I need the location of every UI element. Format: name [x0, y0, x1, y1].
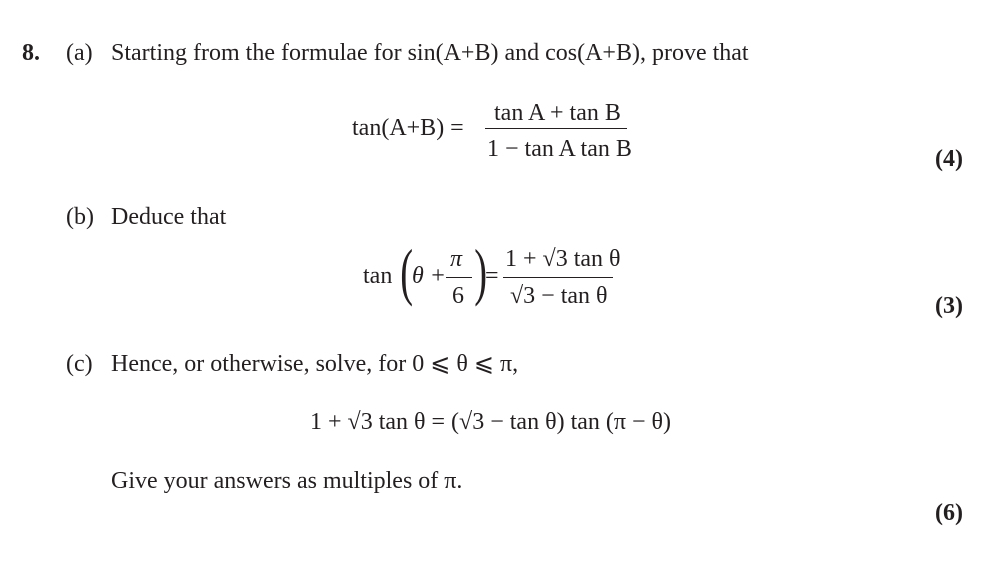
right-paren: ) [474, 236, 488, 307]
part-b-equals: = [485, 263, 499, 289]
part-b-tan: tan [363, 263, 393, 289]
fraction-bar [503, 277, 613, 278]
question-number: 8. [22, 40, 40, 66]
part-b-pi: π [450, 246, 463, 272]
part-b-denominator: √3 − tan θ [510, 283, 608, 309]
part-b-marks: (3) [935, 293, 963, 319]
part-c-instruction: Give your answers as multiples of π. [111, 468, 463, 494]
fraction-bar [446, 277, 472, 278]
part-a-lhs: tan(A+B) = [352, 115, 464, 141]
part-b-six: 6 [452, 283, 464, 309]
part-c-text: Hence, or otherwise, solve, for 0 ⩽ θ ⩽ π, [111, 351, 519, 377]
left-paren: ( [400, 236, 414, 307]
part-a-marks: (4) [935, 146, 963, 172]
part-b-theta: θ + [412, 263, 446, 289]
part-b-text: Deduce that [111, 204, 227, 230]
part-c-label: (c) [66, 351, 93, 377]
fraction-bar [485, 128, 627, 129]
part-b-label: (b) [66, 204, 94, 230]
part-b-numerator: 1 + √3 tan θ [505, 246, 621, 272]
part-a-denominator: 1 − tan A tan B [487, 136, 632, 162]
part-a-numerator: tan A + tan B [494, 100, 621, 126]
part-a-label: (a) [66, 40, 93, 66]
part-c-marks: (6) [935, 500, 963, 526]
part-c-equation: 1 + √3 tan θ = (√3 − tan θ) tan (π − θ) [310, 409, 672, 435]
part-a-text: Starting from the formulae for sin(A+B) and cos(A+B), prove that [111, 40, 749, 66]
